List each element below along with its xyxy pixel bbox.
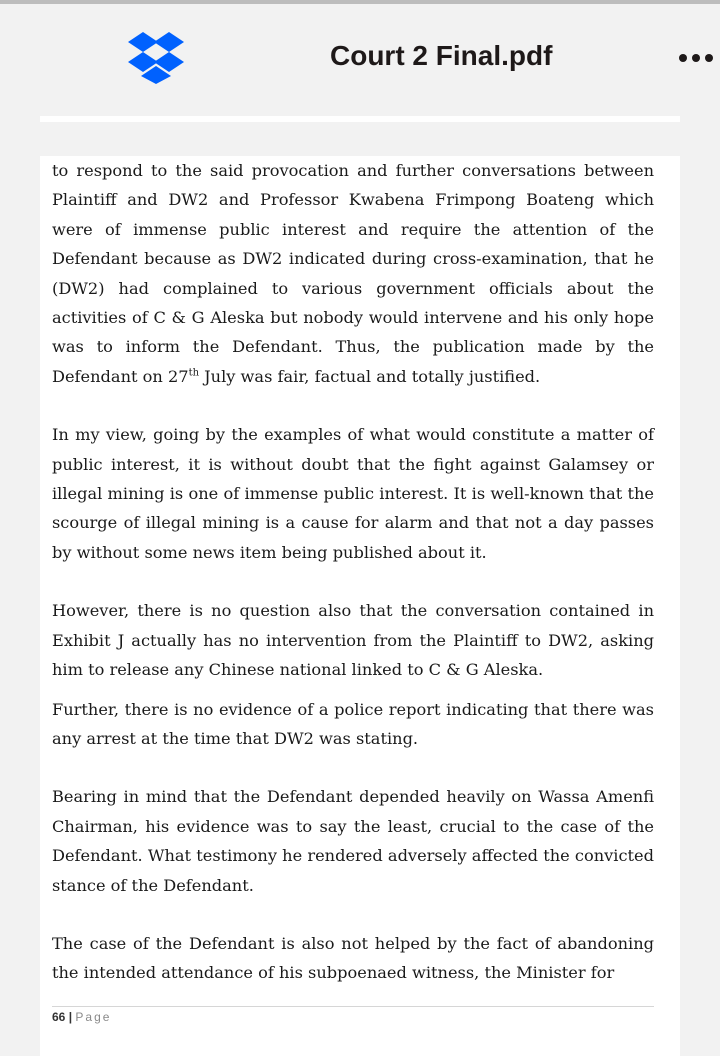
paragraph-4: Further, there is no evidence of a police report indicating that there was any arrest at the time that DW2 was stating.	[52, 699, 654, 748]
toolbar-divider	[40, 116, 680, 122]
page-number: 66	[52, 1010, 66, 1024]
paragraph-1-text: to respond to the said provocation and further conversations between Plaintiff and DW2 and Professor Kwabena Frimpong Boateng which were of immense public interest and require the attention of the Defendant because as DW2 indicated during cross-examination, that he (DW2) had complained to various government officials about the activities of C & G Aleska but nobody would intervene and his only hope was to inform the Defendant. Thus, the publication made by the Defendant on 27	[52, 161, 654, 386]
dropbox-logo-icon[interactable]	[125, 32, 187, 84]
paragraph-1	[52, 156, 654, 391]
pdf-page	[40, 156, 680, 1056]
document-title: Court 2 Final.pdf	[330, 40, 553, 71]
ordinal-suffix: th	[188, 367, 200, 379]
page-label: Page	[75, 1010, 112, 1024]
page-footer	[52, 1010, 111, 1024]
paragraph-1-tail: July was fair, factual and totally justified.	[199, 366, 541, 386]
page-content	[52, 156, 654, 988]
paragraph-2: In my view, going by the examples of what would constitute a matter of public interest, it is without doubt that the fight against Galamsey or illegal mining is one of immense public interest. It is well-known that the scourge of illegal mining is a cause for alarm and that not a day passes by without some news item being published about it.	[52, 425, 654, 562]
paragraph-6: The case of the Defendant is also not helped by the fact of abandoning the intended attendance of his subpoenaed witness, the Minister for	[52, 933, 654, 983]
paragraph-3: However, there is no question also that the conversation contained in Exhibit J actually has no intervention from the Plaintiff to DW2, asking him to release any Chinese national linked to C & G Aleska.	[52, 601, 654, 680]
more-options-icon[interactable]	[676, 48, 716, 68]
viewer-header	[0, 4, 720, 110]
paragraph-5: Bearing in mind that the Defendant depended heavily on Wassa Amenfi Chairman, his evidence was to say the least, crucial to the case of the Defendant. What testimony he rendered adversely affected the convicted stance of the Defendant.	[52, 787, 654, 895]
page-separator: |	[68, 1010, 73, 1024]
footer-divider	[52, 1006, 654, 1007]
